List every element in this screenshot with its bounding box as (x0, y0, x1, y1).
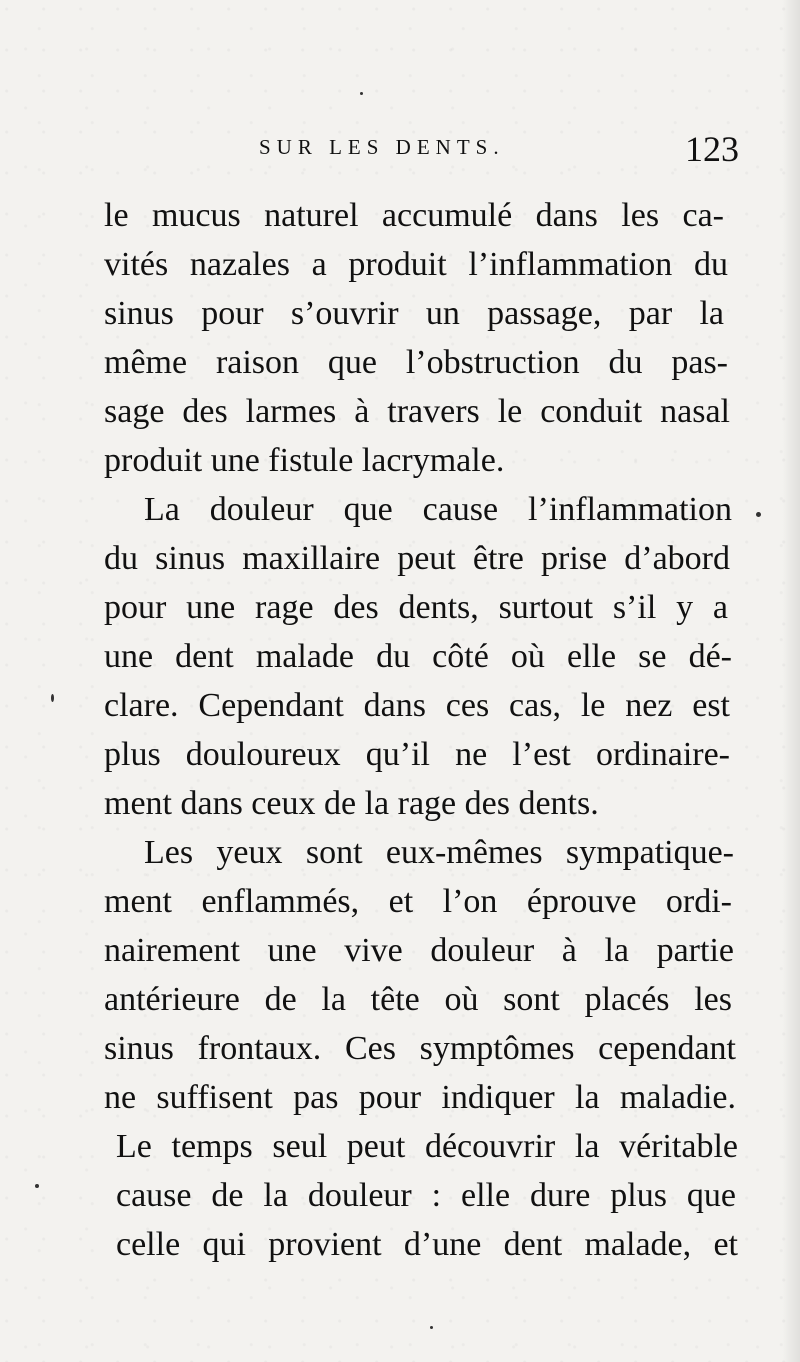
paper-speck (35, 1184, 39, 1188)
text-line: La douleur que cause l’inflammation (144, 491, 732, 528)
text-line: plus douloureux qu’il ne l’est ordinaire- (104, 736, 730, 773)
text-line: produit une fistule lacrymale. (104, 442, 505, 479)
paper-speck (430, 1326, 433, 1329)
text-line: clare. Cependant dans ces cas, le nez est (104, 687, 730, 724)
text-line: ment dans ceux de la rage des dents. (104, 785, 599, 822)
text-line: le mucus naturel accumulé dans les ca- (104, 197, 724, 234)
paper-speck (756, 512, 761, 517)
text-line: pour une rage des dents, surtout s’il y a (104, 589, 728, 626)
running-head: SUR LES DENTS. (259, 135, 505, 159)
text-line: antérieure de la tête où sont placés les (104, 981, 732, 1018)
text-line: Les yeux sont eux-mêmes sympatique- (144, 834, 734, 871)
text-line: même raison que l’obstruction du pas- (104, 344, 728, 381)
text-line: sinus frontaux. Ces symptômes cependant (104, 1030, 736, 1067)
text-line: Le temps seul peut découvrir la véritable (116, 1128, 738, 1165)
text-line: ne suffisent pas pour indiquer la maladie. (104, 1079, 736, 1116)
text-line: celle qui provient d’une dent malade, et (116, 1226, 738, 1263)
text-line: nairement une vive douleur à la partie (104, 932, 734, 969)
paper-speck (51, 694, 54, 702)
text-line: cause de la douleur : elle dure plus que (116, 1177, 736, 1214)
text-line: sage des larmes à travers le conduit nasal (104, 393, 730, 430)
text-line: sinus pour s’ouvrir un passage, par la (104, 295, 724, 332)
page-number: 123 (685, 129, 739, 169)
text-line: une dent malade du côté où elle se dé- (104, 638, 732, 675)
paper-speck (360, 92, 363, 95)
page-edge-shadow (782, 0, 800, 1362)
text-line: vités nazales a produit l’inflammation du (104, 246, 728, 283)
text-line: du sinus maxillaire peut être prise d’abord (104, 540, 730, 577)
text-line: ment enflammés, et l’on éprouve ordi- (104, 883, 732, 920)
